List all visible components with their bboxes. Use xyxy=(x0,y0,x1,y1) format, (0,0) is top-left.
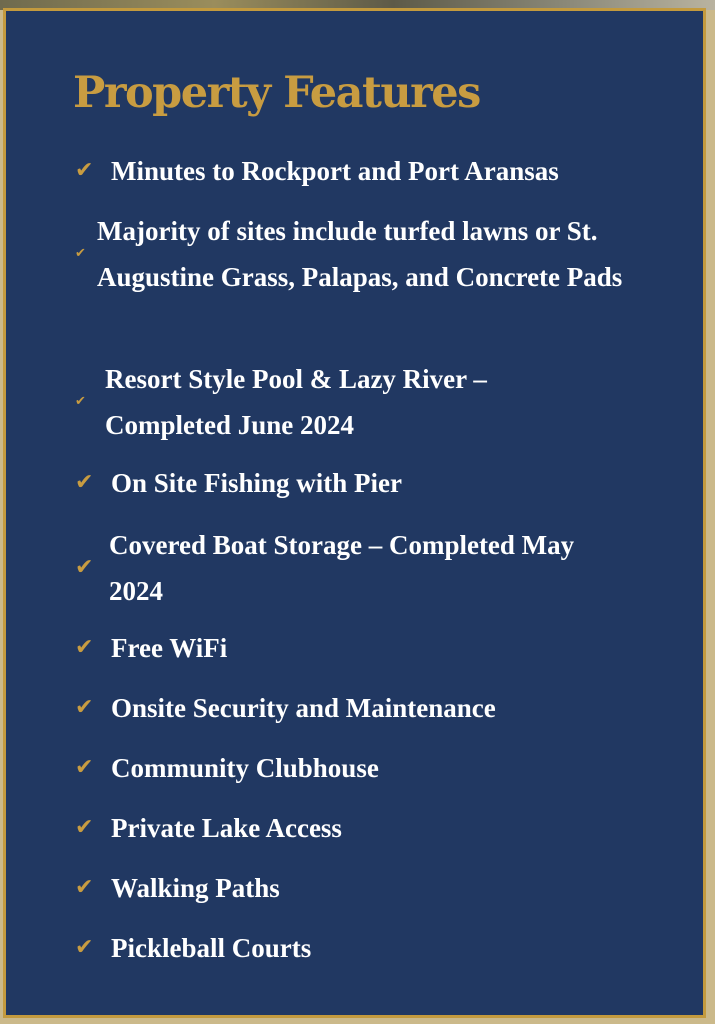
feature-item-pool xyxy=(75,356,545,448)
check-icon: ✔ xyxy=(75,246,86,261)
feature-label: Majority of sites include turfed lawns or St. Augustine Grass, Palapas, and Concrete Pads xyxy=(97,216,623,292)
feature-item-wifi xyxy=(75,625,675,671)
check-icon: ✔ xyxy=(75,394,86,409)
check-icon: ✔ xyxy=(75,555,94,580)
feature-label: Minutes to Rockport and Port Aransas xyxy=(111,156,559,186)
feature-label: Private Lake Access xyxy=(111,813,342,843)
feature-item-security xyxy=(75,685,675,731)
feature-label: Walking Paths xyxy=(111,873,280,903)
feature-label: Onsite Security and Maintenance xyxy=(111,693,496,723)
feature-label: Community Clubhouse xyxy=(111,753,379,783)
feature-item-rockport xyxy=(75,148,675,194)
page-title: Property Features xyxy=(73,68,480,118)
check-icon: ✔ xyxy=(75,815,94,840)
feature-item-fishing xyxy=(75,460,675,506)
feature-label: Covered Boat Storage – Completed May 2024 xyxy=(109,530,575,606)
feature-item-lake xyxy=(75,805,675,851)
check-icon: ✔ xyxy=(75,158,94,183)
feature-item-lawns xyxy=(75,208,650,300)
check-icon: ✔ xyxy=(75,635,94,660)
check-icon: ✔ xyxy=(75,935,94,960)
check-icon: ✔ xyxy=(75,695,94,720)
feature-item-pickleball xyxy=(75,925,675,971)
feature-label: Free WiFi xyxy=(111,633,228,663)
feature-item-walking xyxy=(75,865,675,911)
check-icon: ✔ xyxy=(75,875,94,900)
feature-label: Pickleball Courts xyxy=(111,933,312,963)
feature-item-clubhouse xyxy=(75,745,675,791)
check-icon: ✔ xyxy=(75,470,94,495)
feature-label: On Site Fishing with Pier xyxy=(111,468,403,498)
feature-label: Resort Style Pool & Lazy River – Completed June 2024 xyxy=(105,364,487,440)
feature-item-boat-storage xyxy=(75,522,615,614)
check-icon: ✔ xyxy=(75,755,94,780)
